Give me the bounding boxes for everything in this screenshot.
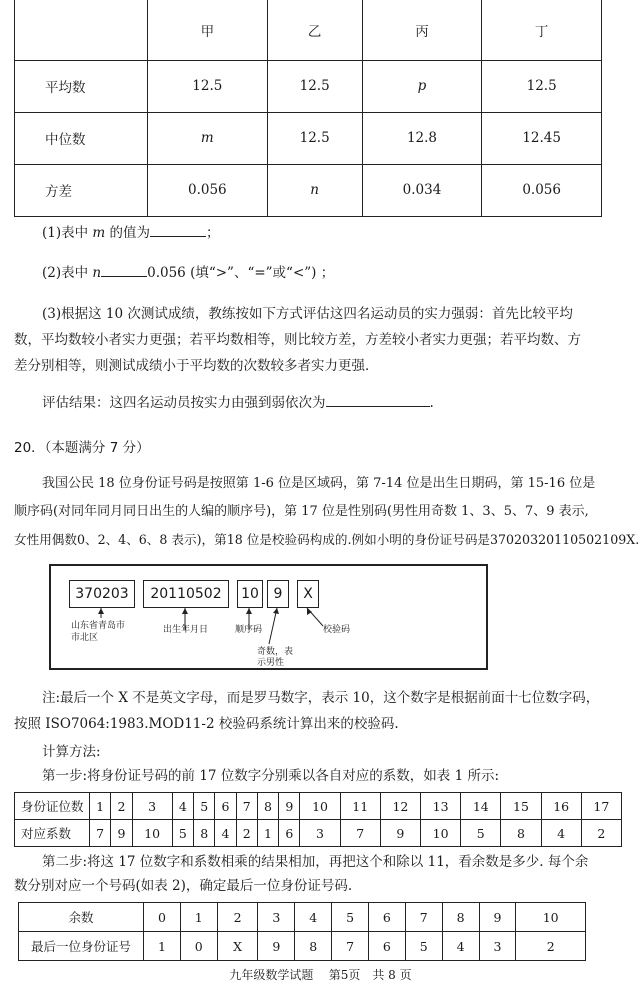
- answer-blank[interactable]: [101, 262, 147, 277]
- table2-remainder: 1: [180, 903, 217, 932]
- id-check-box: X: [297, 580, 319, 608]
- table2-digit: X: [217, 932, 258, 961]
- result-end: .: [429, 395, 434, 411]
- id-gender-box: 9: [267, 580, 289, 608]
- stats-cell: m: [148, 112, 268, 164]
- table1-coefficient: 5: [172, 820, 193, 847]
- table1-coefficient: 5: [461, 820, 501, 847]
- stats-header-ding: 丁: [482, 0, 602, 60]
- stats-row-label: 方差: [15, 164, 148, 216]
- stats-header-yi: 乙: [267, 0, 362, 60]
- answer-blank[interactable]: [150, 222, 206, 237]
- remainder-table: [18, 902, 586, 961]
- result-text: 评估结果：这四名运动员按实力由强到弱依次为: [42, 395, 326, 411]
- table2-digit: 9: [258, 932, 295, 961]
- table1-position: 3: [132, 793, 172, 820]
- stats-row-label: 平均数: [15, 60, 148, 112]
- question-3-line-2: 数，平均数较小者实力更强；若平均数相等，则比较方差，方差较小者实力更强；若平均数、方: [14, 332, 581, 348]
- table1-coefficient: 7: [340, 820, 380, 847]
- table2-row2-label: 最后一位身份证号: [19, 932, 144, 961]
- footer-page-number: 第5页 共 8 页: [328, 968, 412, 982]
- table2-remainder: 9: [479, 903, 516, 932]
- table2-digit: 4: [442, 932, 479, 961]
- id-birthdate-box: 20110502: [143, 580, 229, 608]
- table2-digit: 1: [144, 932, 181, 961]
- step-1-text: 第一步:将身份证号码的前 17 位数字分别乘以各自对应的系数，如表 1 所示:: [42, 768, 500, 784]
- table2-remainder: 10: [516, 903, 586, 932]
- q2-text-2: 0.056 (填“>”、“=”或“<”) ；: [147, 265, 335, 281]
- q2-var: n: [92, 265, 102, 281]
- intro-line-3: 女性用偶数0、2、4、6、8 表示)，第18 位是校验码构成的.例如小明的身份证号码是37020320110502109X.: [14, 532, 640, 547]
- table2-remainder: 4: [295, 903, 332, 932]
- stats-cell: 12.45: [482, 112, 602, 164]
- table2-digit: 3: [479, 932, 516, 961]
- q1-end: ；: [206, 225, 220, 241]
- table1-position: 13: [421, 793, 461, 820]
- q1-text-2: 的值为: [105, 225, 151, 241]
- evaluation-result: [42, 392, 434, 413]
- table1-coefficient: 8: [501, 820, 541, 847]
- label-order: 顺序码: [235, 625, 263, 635]
- q2-text: (2)表中: [42, 265, 93, 281]
- table1-position: 12: [380, 793, 420, 820]
- table2-digit: 0: [180, 932, 217, 961]
- table1-row1-label: 身份证位数: [15, 793, 90, 820]
- table2-remainder: 5: [332, 903, 369, 932]
- label-gender-1: 奇数，表: [257, 647, 294, 657]
- table1-position: 8: [257, 793, 278, 820]
- coefficient-table: [14, 792, 622, 847]
- table1-position: 10: [300, 793, 340, 820]
- q1-text: (1)表中: [42, 225, 93, 241]
- table1-position: 6: [215, 793, 236, 820]
- stats-cell: 12.5: [267, 112, 362, 164]
- table2-remainder: 8: [442, 903, 479, 932]
- step-2-line-2: 数分别对应一个号码(如表 2)，确定最后一位身份证号码.: [14, 878, 353, 894]
- question-1: [42, 222, 220, 243]
- table1-coefficient: 4: [215, 820, 236, 847]
- table2-digit: 7: [332, 932, 369, 961]
- id-number-diagram: [49, 564, 488, 670]
- table2-remainder: 0: [144, 903, 181, 932]
- table1-coefficient: 9: [380, 820, 420, 847]
- question-3-line-3: 差分别相等，则测试成绩小于平均数的次数较多者实力更强．: [14, 358, 379, 374]
- question-2: [42, 262, 334, 283]
- method-title: 计算方法:: [42, 744, 101, 760]
- table1-row2-label: 对应系数: [15, 820, 90, 847]
- label-region-1: 山东省青岛市: [71, 621, 126, 631]
- id-region-box: 370203: [69, 580, 135, 608]
- table2-digit: 5: [405, 932, 442, 961]
- footer-subject: 九年级数学试题: [229, 968, 314, 982]
- stats-header-jia: 甲: [148, 0, 268, 60]
- question-3-line-1: (3)根据这 10 次测试成绩，教练按如下方式评估这四名运动员的实力强弱：首先比较平均: [42, 306, 573, 322]
- table2-row1-label: 余数: [19, 903, 144, 932]
- table2-remainder: 2: [217, 903, 258, 932]
- table2-remainder: 7: [405, 903, 442, 932]
- table1-coefficient: 2: [581, 820, 621, 847]
- label-birthdate: 出生年月日: [163, 625, 209, 635]
- stats-cell: 12.5: [148, 60, 268, 112]
- table1-position: 16: [541, 793, 581, 820]
- q1-var: m: [92, 225, 106, 241]
- table1-coefficient: 8: [194, 820, 215, 847]
- table1-position: 11: [340, 793, 380, 820]
- table1-coefficient: 10: [421, 820, 461, 847]
- table2-remainder: 6: [368, 903, 405, 932]
- answer-blank[interactable]: [326, 392, 430, 407]
- table2-remainder: 3: [258, 903, 295, 932]
- table1-position: 9: [279, 793, 300, 820]
- table1-coefficient: 10: [132, 820, 172, 847]
- table1-coefficient: 3: [300, 820, 340, 847]
- stats-cell: 12.8: [362, 112, 482, 164]
- table1-coefficient: 7: [90, 820, 111, 847]
- stats-cell: 0.056: [482, 164, 602, 216]
- page-footer: [0, 966, 641, 983]
- table1-position: 2: [111, 793, 132, 820]
- intro-line-2: 顺序码(对同年同月同日出生的人编的顺序号)，第 17 位是性别码(男性用奇数 1、3、5、7、9 表示,: [14, 504, 589, 519]
- table1-coefficient: 4: [541, 820, 581, 847]
- table1-position: 4: [172, 793, 193, 820]
- note-line-1: 注:最后一个 X 不是英文字母，而是罗马数字，表示 10，这个数字是根据前面十七位数字码，: [42, 690, 600, 706]
- stats-table: [14, 0, 602, 217]
- table1-position: 14: [461, 793, 501, 820]
- id-order-box: 10: [237, 580, 263, 608]
- stats-cell: n: [267, 164, 362, 216]
- stats-cell: 12.5: [482, 60, 602, 112]
- label-gender-2: 示男性: [257, 658, 285, 668]
- stats-header-corner: [15, 0, 148, 60]
- table2-digit: 8: [295, 932, 332, 961]
- label-check: 校验码: [323, 625, 351, 635]
- note-line-2: 按照 ISO7064:1983.MOD11-2 校验码系统计算出来的校验码.: [14, 716, 399, 732]
- table1-position: 1: [90, 793, 111, 820]
- table1-coefficient: 9: [111, 820, 132, 847]
- table1-position: 15: [501, 793, 541, 820]
- table1-coefficient: 6: [279, 820, 300, 847]
- table1-coefficient: 1: [257, 820, 278, 847]
- stats-cell: 0.034: [362, 164, 482, 216]
- intro-line-1: 我国公民 18 位身份证号码是按照第 1-6 位是区域码，第 7-14 位是出生日期码，第 15-16 位是: [42, 476, 596, 491]
- table1-position: 7: [236, 793, 257, 820]
- table2-digit: 2: [516, 932, 586, 961]
- stats-cell: 0.056: [148, 164, 268, 216]
- label-region-2: 市北区: [71, 633, 99, 643]
- stats-row-label: 中位数: [15, 112, 148, 164]
- question-20-title: 20．（本题满分 7 分）: [14, 440, 150, 456]
- stats-cell: p: [362, 60, 482, 112]
- table1-position: 17: [581, 793, 621, 820]
- table1-coefficient: 2: [236, 820, 257, 847]
- step-2-line-1: 第二步:将这 17 位数字和系数相乘的结果相加，再把这个和除以 11，看余数是多少. 每个余: [42, 854, 589, 870]
- stats-header-bing: 丙: [362, 0, 482, 60]
- stats-cell: 12.5: [267, 60, 362, 112]
- table2-digit: 6: [368, 932, 405, 961]
- table1-position: 5: [194, 793, 215, 820]
